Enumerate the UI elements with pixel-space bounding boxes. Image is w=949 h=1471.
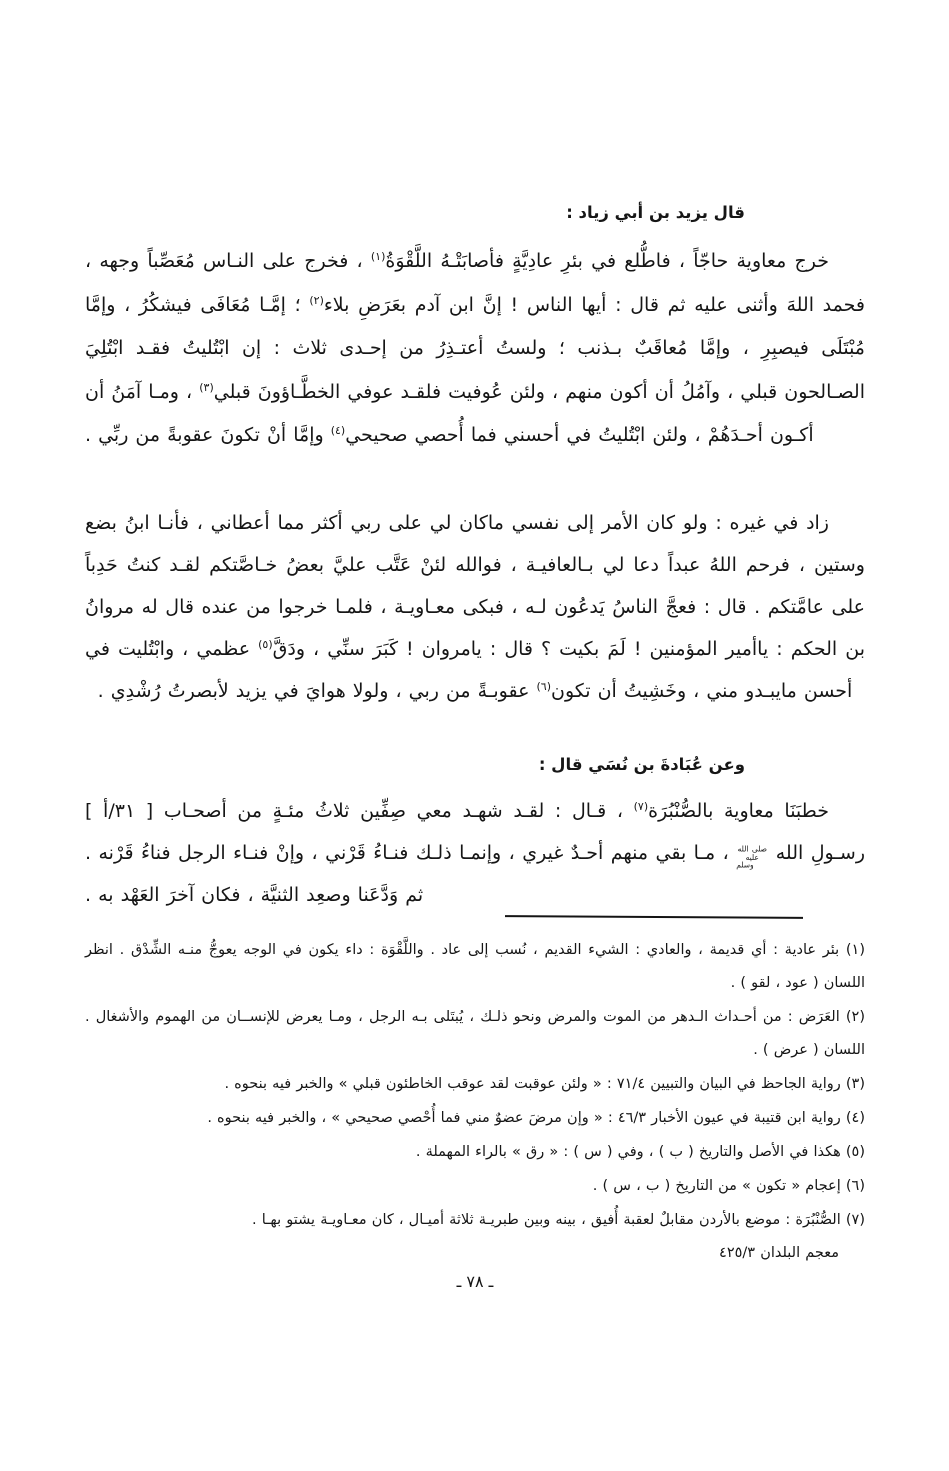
footnote-item: [85, 1204, 865, 1270]
footnote-item: [85, 1102, 865, 1135]
footnote-number: (٢): [845, 1009, 866, 1025]
footnote-number: (١): [845, 942, 865, 958]
footnote-ref-marker: (٣): [199, 380, 214, 394]
footnote-item: [85, 1170, 865, 1203]
narrator-heading-second: وعن عُبَادةَ بن نُسَي قال :: [538, 755, 745, 774]
footnote-item: [85, 1068, 865, 1101]
footnote-number: (٣): [845, 1076, 865, 1092]
footnote-ref-marker: (٢): [309, 293, 324, 307]
footnote-text: رواية الجاحظ في البيان والتبيين ٧١/٤ : « ولئن عوقبت لقد عوقب الخاطئون قبلي » والخبر فيه بنحوه .: [224, 1076, 841, 1092]
footnote-text: رواية ابن قتيبة في عيون الأخبار ٤٦/٣ : « وإن مرضَ عضوٌ مني فما أُحْصي صحيحي » ، والخبر فيه بنحوه .: [207, 1110, 841, 1126]
footnote-ref-marker: (٥): [258, 638, 273, 651]
footnote-number: (٥): [845, 1144, 865, 1160]
text-run: ، مـا بقي منهم أحـدٌ غيري ، وإنمـا ذلـك فنـاءُ قَرْني ، وإنْ فنـاء الرجل فناءُ قَرْنه . ثم وَدَّعَنا وصعِد الثنيَّة ، فكان آخرَ العَهْد به .: [85, 842, 737, 906]
text-run: وإمَّا أنْ تكونَ عقوبةً من ربِّي .: [85, 424, 331, 446]
footnote-ref-marker: (٧): [633, 800, 649, 813]
footnote-ref-marker: (٦): [536, 680, 552, 693]
footnote-item: [85, 1001, 865, 1067]
narrator-heading-first: قال يزيد بن أبي زياد :: [566, 203, 745, 222]
footnote-text: هكذا في الأصل والتاريخ ( ب ) ، وفي ( س ) : « رق » بالراء المهملة .: [415, 1144, 841, 1160]
footnote-source-ref: معجم البلدان ٤٢٥/٣: [719, 1245, 839, 1261]
footnote-item: [85, 934, 865, 1000]
footnote-ref-marker: (٤): [330, 424, 346, 437]
footnotes-section: [85, 934, 865, 1271]
page-number: ـ ٧٨ ـ: [456, 1272, 494, 1291]
footnote-text: بئر عادية : أي قديمة ، والعادي : الشيء القديم ، نُسب إلى عاد . واللَّقْوَة : داء يكون في الوجه يعوجُّ منـه الشِّدْق . انظر اللسان ( عود ، لقو ) .: [85, 942, 865, 991]
text-run: ، ومـا آمَنُ أن أكـون أحـدَهُمْ ، ولئن ابْتُليتُ في أحسني فما أُحصي صحيحي: [85, 380, 814, 446]
footnote-number: (٧): [845, 1212, 865, 1228]
body-paragraph-marwan-dialogue: [85, 502, 865, 712]
footnote-text: إعجام « تكون » من التاريخ ( ب ، س ) .: [592, 1178, 841, 1194]
footnote-ref-marker: (١): [370, 250, 386, 263]
text-run: خرج معاوية حاجّاً ، فاطُّلع في بئرِ عادِيَّةٍ فأصابَتْـهُ اللَّقْوَةُ: [385, 250, 829, 272]
text-run: خطبَنَا معاوية بالصُّنْبُرَة: [648, 800, 829, 822]
footnote-separator-line: [505, 915, 803, 919]
body-paragraph-sunbura-speech: [85, 790, 865, 916]
footnote-number: (٤): [845, 1110, 865, 1126]
footnote-separator: [85, 916, 865, 920]
footnote-text: الصُّنْبُرَة : موضع بالأردن مقابلٌ لعقبة أُفيق ، بينه وبين طبريـة ثلاثة أميـال ، كان معـاويـة يشتو بهـا .: [252, 1212, 841, 1228]
text-run: ، فخرج على النـاس مُعَصِّباً وجهه ، فحمد اللهَ وأثنى عليه ثم قال : أيها الناس ! إنَّ ابن آدم بعَرَضِ بلاء: [85, 250, 865, 316]
saw-honorific-mark: صلى الله عليه وسلم: [736, 844, 767, 870]
text-run: عقوبـةً من ربي ، ولولا هوايَ في يزيد لأبصرتُ رُشْدِي .: [97, 680, 537, 702]
text-run: عظمي ، وابْتُليت في أحسن مايبـدو مني ، وخَشِيتُ أن تكون: [85, 638, 853, 702]
footnote-number: (٦): [845, 1178, 865, 1194]
text-run: ، قـال : لقـد شهـد معي صِفِّين ثلاثُ مئـةٍ من أصحـاب [ ٣١/أ ] رسـولِ الله: [85, 800, 865, 864]
footnote-item: [85, 1136, 865, 1169]
footnote-text: العَرَض : من أحـداث الـدهر من الموت والمرض ونحو ذلـك ، يُبتَلى بـه الرجل ، ومـا يعرض للإنســان من الهموم والأشغال . اللسان ( عرض ) .: [85, 1009, 865, 1058]
text-run: ؛ إمَّـا مُعَافَى فيشكُرُ ، وإمَّا مُبْتَلَى فيصبِرِ ، وإمَّا مُعاقَبٌ بـذنب ؛ ولستُ أعتـذِرُ من إحـدى ثلاث : إن ابْتُليتُ فقـد ابْتُلِيَ الصـالحون قبلي ، وآمُلُ أن أكون منهم ، ولئن عُوفيت فلقـد عوفي الخطَّـاؤونَ قبلي: [85, 293, 865, 403]
body-paragraph-muawiya-sermon: [85, 240, 865, 458]
text-run: زاد في غيره : ولو كان الأمر إلى نفسي ماكان لي على ربي أكثر مما أعطاني ، فأنـا ابنُ بضع وستين ، فرحم اللهُ عبداً دعا لي بـالعافيـة ، فوالله لئنْ عَتَّب عليَّ بعضُ خـاصَّتكم لقـد كنتُ حَدِباً على عامَّتكم . قال : فعجَّ الناسُ يَدعُون لـه ، فبكى معـاويـة ، فلمـا خرجوا من عنده قال له مروانُ بن الحكم : ياأمير المؤمنين ! لَمَ بكيت ؟ قال : يامروان ! كَبَرَ سنِّي ، ودَقَّ: [85, 512, 866, 660]
